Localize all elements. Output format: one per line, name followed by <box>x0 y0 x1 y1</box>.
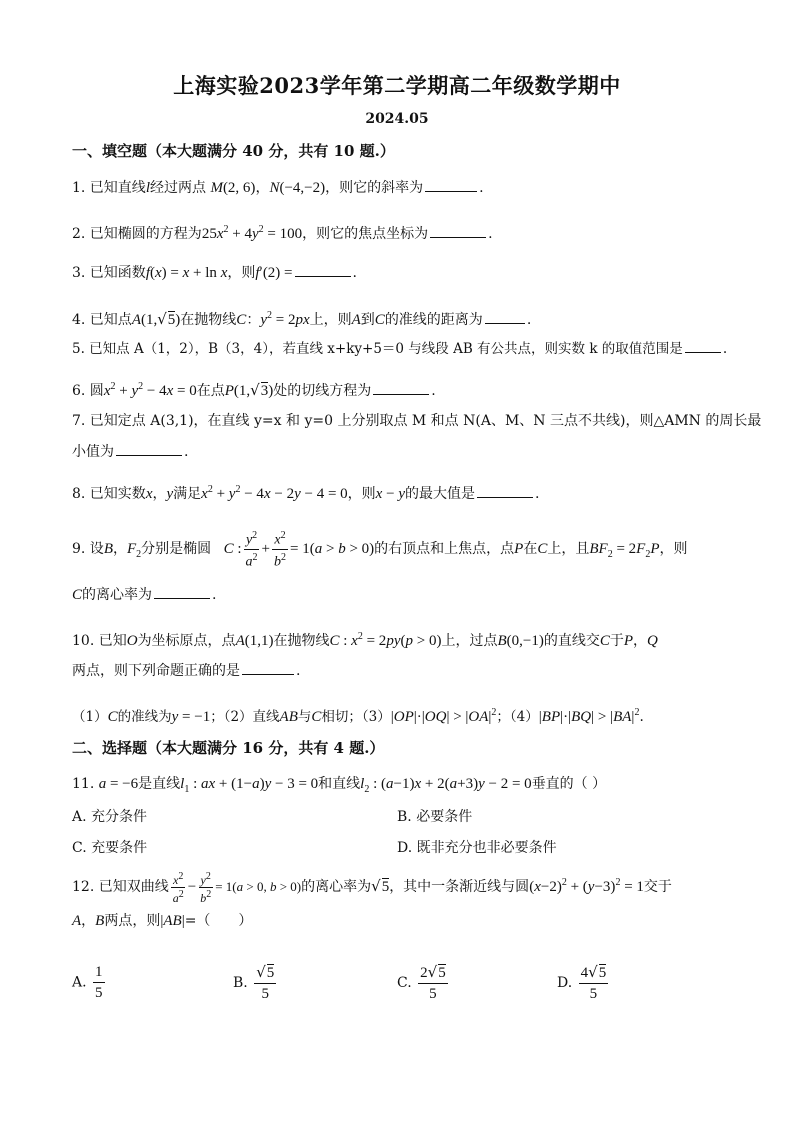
answer-blank[interactable] <box>477 483 533 498</box>
question-6: 6. 圆$x^2 + y^2 - 4x = 0$在点P(1,√3)处的切线方程为 . <box>72 381 436 399</box>
q12-option-d[interactable]: D. $\frac{4√5}{5}$ <box>557 963 607 1002</box>
answer-blank[interactable] <box>116 441 182 456</box>
answer-blank[interactable] <box>685 338 721 353</box>
question-2: 2. 已知椭圆的方程为$25x^2 + 4y^2 = 100$，则它的焦点坐标为 . <box>72 224 493 242</box>
answer-blank[interactable] <box>425 177 477 192</box>
q12-option-b[interactable]: B. $\frac{√5}{5}$ <box>233 963 275 1002</box>
question-10-statements: （1）C的准线为y = −1；（2）直线AB与C相切；$(3)|OP|\cdot|OQ| > |OA|^2$；$(4)|BP|\cdot|BQ| > |BA|^2$. <box>72 707 644 725</box>
answer-blank[interactable] <box>430 223 486 238</box>
q12-option-a[interactable]: A. $\frac{1}{5}$ <box>72 964 103 1001</box>
question-3: 3. 已知函数f(x) = x + ln x，则f′(2) = . <box>72 262 357 283</box>
exam-date: 2024.05 <box>365 111 429 127</box>
q12-option-c[interactable]: C. $\frac{2√5}{5}$ <box>397 963 446 1002</box>
section-heading-choice: 二、选择题（本大题满分 16 分，共有 4 题.） <box>72 739 385 757</box>
answer-blank[interactable] <box>373 380 429 395</box>
question-5: 5. 已知点 A（1，2），B（3，4），若直线 x+ky+5＝0 与线段 AB 有公共点，则实数 k 的取值范围是 . <box>72 338 727 359</box>
answer-blank[interactable] <box>242 660 294 675</box>
answer-blank[interactable] <box>485 309 525 324</box>
q11-option-b[interactable]: B. 必要条件 <box>397 809 473 825</box>
section-heading-fill-in: 一、填空题（本大题满分 40 分，共有 10 题.） <box>72 142 395 160</box>
question-10-line-2: 两点，则下列命题正确的是 . <box>72 660 300 681</box>
question-1: 1. 已知直线l经过两点 M(2, 6)，N(−4,−2)，则它的斜率为 . <box>72 177 484 198</box>
question-11: 11. a = −6是直线$l_1$ : ax + (1−a)y − 3 = 0和直线$l_2$ : (a−1)x + 2(a+3)y − 2 = 0垂直的（ ） <box>72 776 607 795</box>
q11-option-a[interactable]: A. 充分条件 <box>72 809 148 825</box>
q11-option-c[interactable]: C. 充要条件 <box>72 840 148 856</box>
question-7-line-1: 7. 已知定点 A(3,1)，在直线 y=x 和 y=0 上分别取点 M 和点 N(A、M、N 三点不共线)，则△AMN 的周长最 <box>72 413 762 429</box>
question-12: 12. 已知双曲线 $\frac{x^2}{a^2}$ − $\frac{y^2}{b^2}$ = 1(a > 0, b > 0)的离心率为√5，其中一条渐近线与圆$(x-2)^2 + (y-3)^2 = 1$交于 <box>72 870 672 905</box>
question-10: 10. 已知O为坐标原点，点A(1,1)在抛物线C : $x^2 = 2py(p > 0)$上，过点B(0,−1)的直线交C于P，Q <box>72 631 658 649</box>
question-9-line-2: C的离心率为 . <box>72 584 216 605</box>
question-7-line-2: 小值为 . <box>72 441 188 462</box>
question-8: 8. 已知实数x，y满足$x^2 + y^2 - 4x - 2y - 4 = 0$，则x − y的最大值是 . <box>72 484 540 502</box>
question-4: 4. 已知点A(1,√5)在抛物线C：$y^2 = 2px$上，则A到C的准线的距离为 . <box>72 310 532 328</box>
page-title: 上海实验2023学年第二学期高二年级数学期中 <box>173 73 621 98</box>
question-12-line-2: A，B两点，则|AB|=（ ） <box>72 913 253 929</box>
question-9: 9. 设B，$F_2$分别是椭圆 C : $\frac{y^2}{a^2}$ + $\frac{x^2}{b^2}$ = 1(a > b > 0)的右顶点和上焦点，点P在C上，且$BF_2 = 2F_2P$，则 <box>72 530 688 570</box>
answer-blank[interactable] <box>154 584 210 599</box>
q11-option-d[interactable]: D. 既非充分也非必要条件 <box>397 840 557 856</box>
answer-blank[interactable] <box>295 262 351 277</box>
